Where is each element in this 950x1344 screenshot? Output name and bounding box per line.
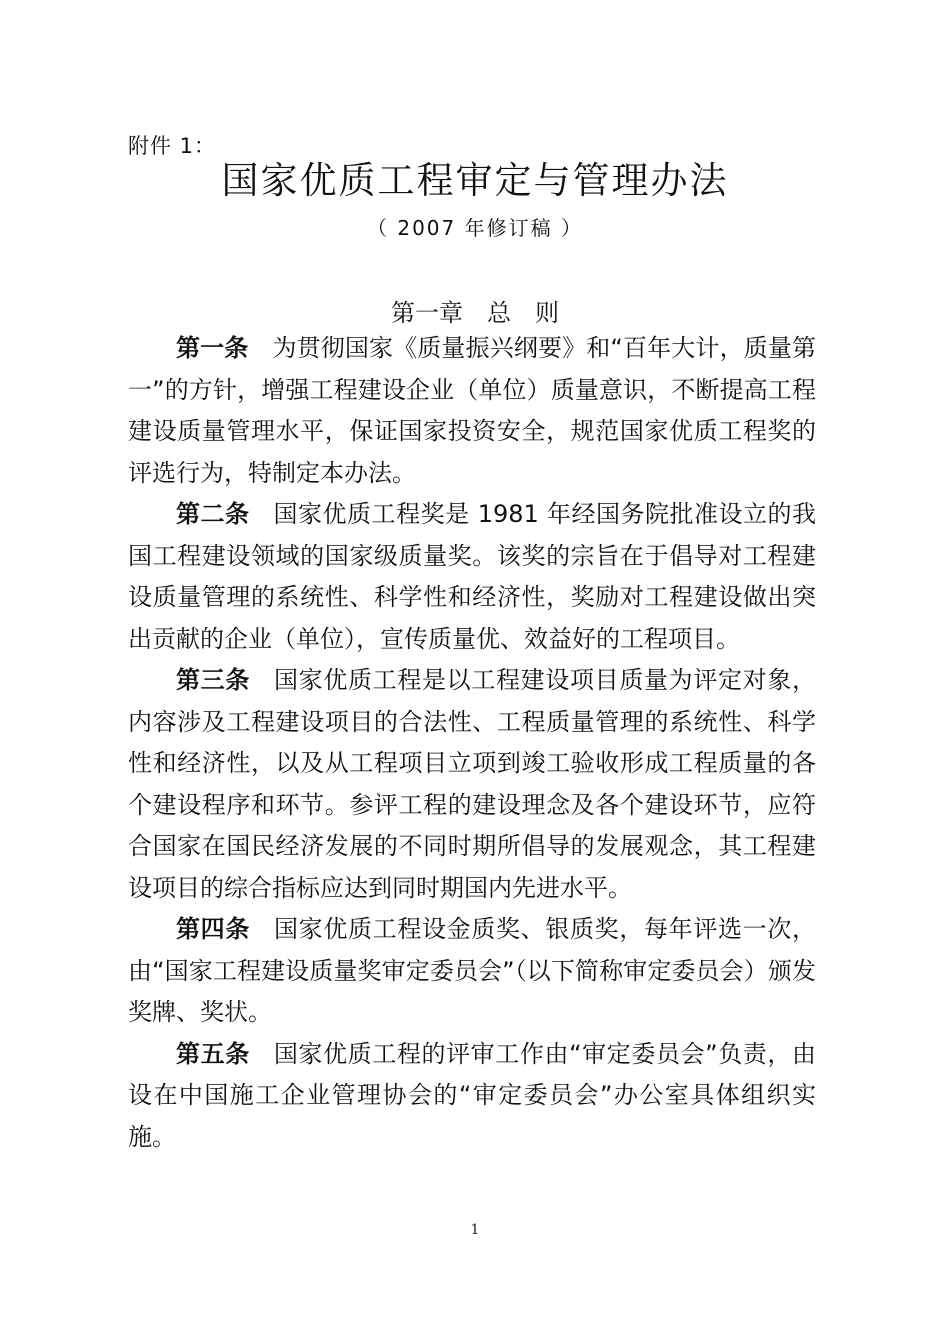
article-5 bbox=[128, 1034, 816, 1159]
document-body bbox=[128, 328, 816, 1158]
article-heading: 第五条 bbox=[176, 1039, 250, 1068]
article-4 bbox=[128, 909, 816, 1034]
document-subtitle: （ 2007 年修订稿 ） bbox=[367, 216, 583, 240]
article-3 bbox=[128, 660, 816, 909]
article-text: 国家优质工程设金质奖、银质奖，每年评选一次，由“国家工程建设质量奖审定委员会”（以下简称审定委员会）颁发奖牌、奖状。 bbox=[128, 915, 816, 1026]
page-number: 1 bbox=[470, 1222, 480, 1238]
attachment-label: 附件 1： bbox=[128, 134, 217, 158]
article-2 bbox=[128, 494, 816, 660]
article-text: 为贯彻国家《质量振兴纲要》和“百年大计，质量第一”的方针，增强工程建设企业（单位）质量意识，不断提高工程建设质量管理水平，保证国家投资安全，规范国家优质工程奖的评选行为，特制定本办法。 bbox=[128, 334, 817, 487]
article-1 bbox=[128, 328, 816, 494]
article-heading: 第三条 bbox=[176, 666, 250, 694]
article-heading: 第一条 bbox=[176, 334, 249, 362]
article-text: 国家优质工程奖是 1981 年经国务院批准设立的我国工程建设领域的国家级质量奖。该奖的宗旨在于倡导对工程建设质量管理的系统性、科学性和经济性，奖励对工程建设做出突出贡献的企业（单位），宣传质量优、效益好的工程项目。 bbox=[128, 500, 817, 653]
article-text: 国家优质工程是以工程建设项目质量为评定对象，内容涉及工程建设项目的合法性、工程质量管理的系统性、科学性和经济性，以及从工程项目立项到竣工验收形成工程质量的各个建设程序和环节。参评工程的建设理念及各个建设环节，应符合国家在国民经济发展的不同时期所倡导的发展观念，其工程建设项目的综合指标应达到同时期国内先进水平。 bbox=[128, 666, 816, 902]
article-text: 国家优质工程的评审工作由“审定委员会”负责，由设在中国施工企业管理协会的“审定委员会”办公室具体组织实施。 bbox=[128, 1039, 817, 1151]
chapter-heading: 第一章 总 则 bbox=[391, 299, 559, 327]
article-heading: 第二条 bbox=[176, 500, 250, 528]
article-heading: 第四条 bbox=[176, 915, 250, 943]
document-title: 国家优质工程审定与管理办法 bbox=[221, 159, 729, 202]
